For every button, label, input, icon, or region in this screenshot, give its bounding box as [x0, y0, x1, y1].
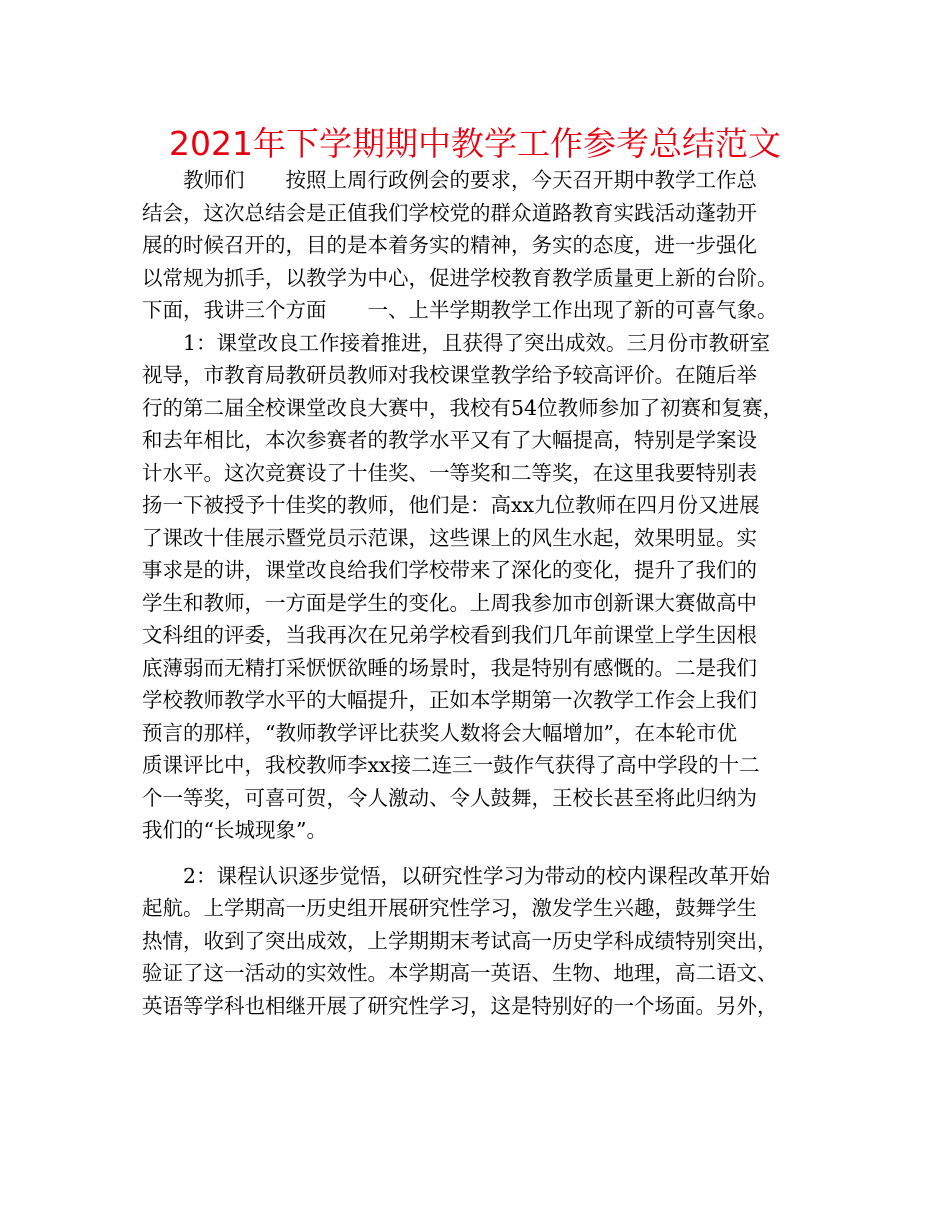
text-line: 结会，这次总结会是正值我们学校党的群众道路教育实践活动蓬勃开 [142, 200, 757, 225]
text-line: 展的时候召开的，目的是本着务实的精神，务实的态度，进一步强化 [142, 233, 757, 257]
text-line: 学校教师教学水平的大幅提升，正如本学期第一次教学工作会上我们 [142, 688, 757, 712]
document-body [142, 164, 826, 1022]
text-line: 学生和教师，一方面是学生的变化。上周我参加市创新课大赛做高中 [142, 590, 757, 615]
text-line: 以常规为抓手，以教学为中心，促进学校教育教学质量更上新的台阶。 [142, 265, 778, 290]
text-line: 教师们 按照上周行政例会的要求，今天召开期中教学工作总 [142, 168, 757, 192]
text-line: 视导，市教育局教研员教师对我校课堂教学给予较高评价。在随后举 [142, 363, 757, 387]
text-line: 英语等学科也相继开展了研究性学习，这是特别好的一个场面。另外， [142, 993, 778, 1018]
document-title: 2021年下学期期中教学工作参考总结范文 [169, 124, 781, 163]
paragraph-2 [142, 860, 826, 1023]
text-line: 我们的“长城现象”。 [142, 818, 327, 842]
text-line: 行的第二届全校课堂改良大赛中，我校有54位教师参加了初赛和复赛， [142, 395, 784, 420]
text-line: 1：课堂改良工作接着推进，且获得了突出成效。三月份市教研室 [142, 330, 771, 355]
text-line: 2：课程认识逐步觉悟，以研究性学习为带动的校内课程改革开始 [142, 863, 771, 888]
text-line: 和去年相比，本次参赛者的教学水平又有了大幅提高，特别是学案设 [142, 428, 757, 452]
text-line: 计水平。这次竞赛设了十佳奖、一等奖和二等奖，在这里我要特别表 [142, 460, 757, 485]
text-line: 底薄弱而无精打采恹恹欲睡的场景时，我是特别有感慨的。二是我们 [142, 655, 757, 680]
text-line: 热情，收到了突出成效，上学期期末考试高一历史学科成绩特别突出， [142, 928, 778, 953]
text-line: 个一等奖，可喜可贺，令人激动、令人鼓舞，王校长甚至将此归纳为 [142, 785, 757, 810]
text-line: 扬一下被授予十佳奖的教师，他们是：高xx九位教师在四月份又进展 [142, 493, 760, 517]
text-line: 验证了这一活动的实效性。本学期高一英语、生物、地理，高二语文、 [142, 961, 778, 985]
text-line: 下面，我讲三个方面 一、上半学期教学工作出现了新的可喜气象。 [142, 298, 778, 322]
text-line: 事求是的讲，课堂改良给我们学校带来了深化的变化，提升了我们的 [142, 558, 757, 582]
paragraph-1 [142, 164, 826, 847]
text-line: 预言的那样，“教师教学评比获奖人数将会大幅增加”，在本轮市优 [142, 720, 737, 745]
text-line: 了课改十佳展示暨党员示范课，这些课上的风生水起，效果明显。实 [142, 525, 757, 550]
text-line: 文科组的评委，当我再次在兄弟学校看到我们几年前课堂上学生因根 [142, 623, 757, 647]
text-line: 起航。上学期高一历史组开展研究性学习，激发学生兴趣，鼓舞学生 [142, 896, 757, 920]
text-line: 质课评比中，我校教师李xx接二连三一鼓作气获得了高中学段的十二 [142, 753, 760, 777]
